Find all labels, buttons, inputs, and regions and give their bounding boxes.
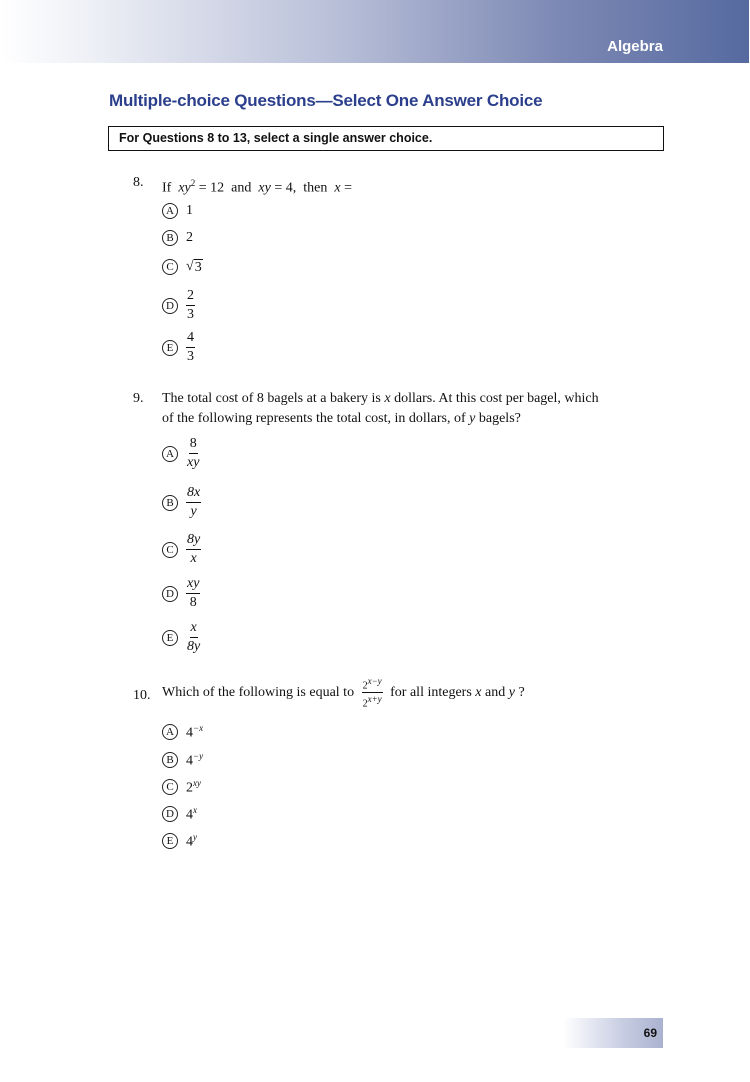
fraction: $\frac{xy}{8}$ <box>187 576 200 610</box>
section-title: Multiple-choice Questions—Select One Answer Choice <box>109 91 543 110</box>
fraction: $\frac{2^{x-y}}{2^{x+y}}$ <box>362 676 382 710</box>
question-10-choice-a[interactable] <box>162 723 203 742</box>
choice-value: 4$^x$ <box>186 805 197 823</box>
question-9-text: The total cost of 8 bagels at a bakery is x dollars. At this cost per bagel, which of the following represents the total cost, in dollars, of y bagels? <box>162 391 599 426</box>
footer-band <box>563 1018 663 1048</box>
question-10-number: 10. <box>133 688 151 703</box>
question-9-choice-c[interactable] <box>162 532 201 567</box>
choice-letter[interactable]: E <box>162 340 178 356</box>
question-8-choice-e[interactable] <box>162 330 195 365</box>
square-root: √ 3 <box>186 259 202 275</box>
fraction: $\frac{8x}{y}$ <box>187 485 201 519</box>
question-9-choice-b[interactable] <box>162 485 201 520</box>
question-8-choice-b[interactable] <box>162 230 193 246</box>
choice-letter[interactable]: C <box>162 259 178 275</box>
choice-letter[interactable]: A <box>162 203 178 219</box>
fraction: $\frac{8}{xy}$ <box>187 436 200 470</box>
choice-value: $4^{-x}$ <box>186 723 204 741</box>
fraction: $\frac{4}{3}$ <box>187 330 194 364</box>
header-band <box>0 0 749 63</box>
question-8-number: 8. <box>133 175 144 190</box>
question-8-choice-d[interactable] <box>162 288 195 323</box>
question-10-choice-e[interactable] <box>162 832 197 851</box>
question-8-choice-a[interactable] <box>162 203 193 219</box>
question-10-choice-c[interactable] <box>162 778 201 797</box>
choice-letter[interactable]: C <box>162 542 178 558</box>
choice-letter[interactable]: B <box>162 230 178 246</box>
choice-value: 1 <box>186 203 193 218</box>
question-8-text: If $xy^2 = 12$ and xy = 4, then x = <box>162 178 352 196</box>
choice-letter[interactable]: D <box>162 298 178 314</box>
choice-value: 2 <box>186 230 193 245</box>
question-10-choice-b[interactable] <box>162 751 203 770</box>
choice-value: 4$^y$ <box>186 832 197 850</box>
choice-letter[interactable]: A <box>162 724 178 740</box>
instruction-text: For Questions 8 to 13, select a single answer choice. <box>119 131 433 145</box>
fraction: $\frac{8y}{x}$ <box>187 532 201 566</box>
fraction: $\frac{x}{8y}$ <box>187 620 201 654</box>
question-9-choice-d[interactable] <box>162 576 200 611</box>
choice-value: $4^{-y}$ <box>186 751 204 769</box>
question-9-number: 9. <box>133 391 144 406</box>
page-number: 69 <box>643 1026 657 1040</box>
choice-letter[interactable]: E <box>162 833 178 849</box>
choice-letter[interactable]: E <box>162 630 178 646</box>
chapter-title: Algebra <box>607 38 663 55</box>
choice-letter[interactable]: B <box>162 495 178 511</box>
choice-letter[interactable]: D <box>162 586 178 602</box>
choice-letter[interactable]: C <box>162 779 178 795</box>
choice-value: $2^{xy}$ <box>186 778 201 796</box>
question-10-text: Which of the following is equal to $\frac{2^{x-y}}{2^{x+y}}$ for all integers x and y ? <box>162 676 525 710</box>
choice-letter[interactable]: B <box>162 752 178 768</box>
choice-letter[interactable]: A <box>162 446 178 462</box>
choice-letter[interactable]: D <box>162 806 178 822</box>
question-9-choice-a[interactable] <box>162 436 200 471</box>
fraction: $\frac{2}{3}$ <box>187 288 194 322</box>
question-9-choice-e[interactable] <box>162 620 201 655</box>
instruction-box <box>108 126 664 151</box>
question-8-choice-c[interactable] <box>162 259 203 275</box>
question-10-choice-d[interactable] <box>162 805 197 824</box>
